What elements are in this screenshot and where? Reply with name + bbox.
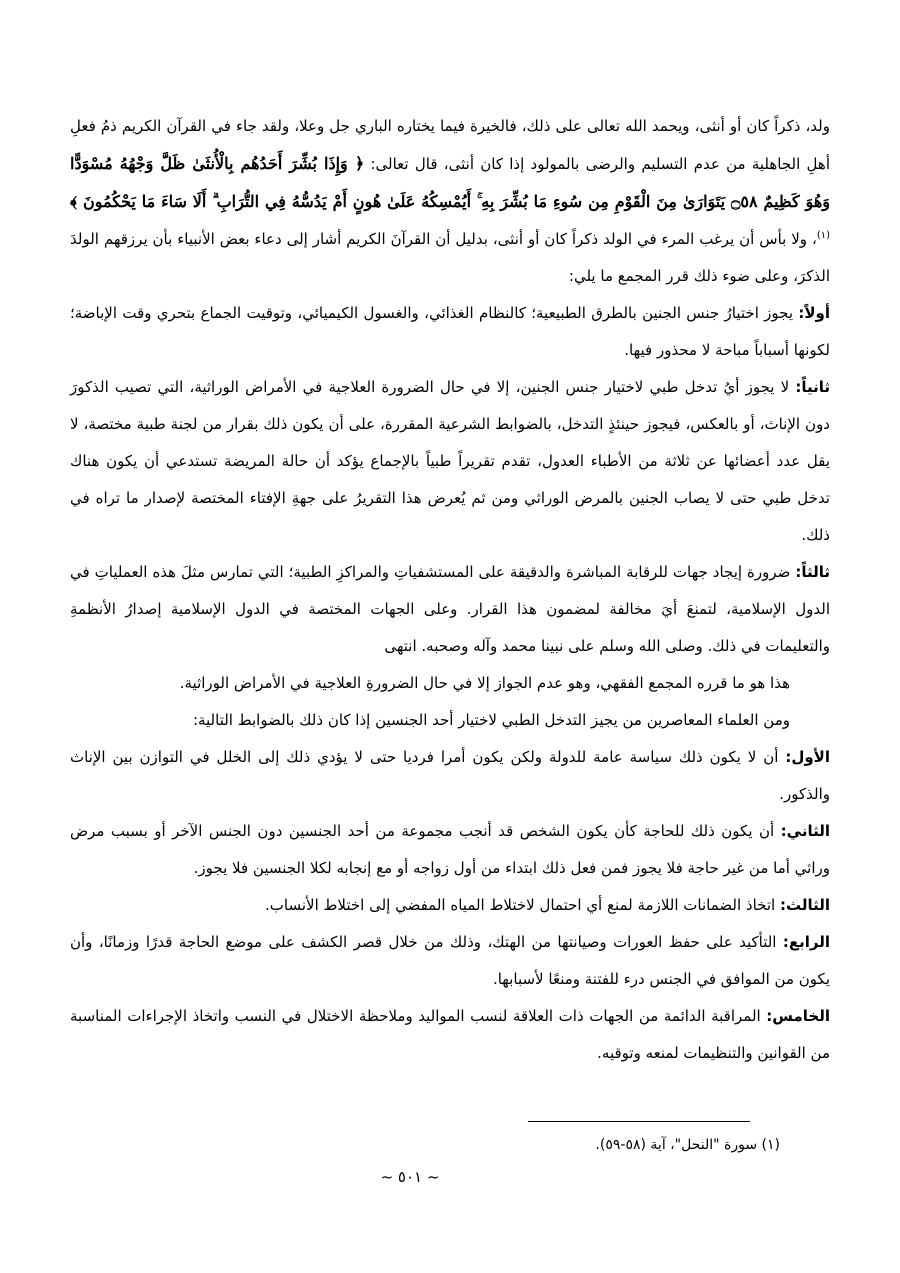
footnote-divider bbox=[528, 1121, 750, 1122]
item-text-second: لا يجوز أيُ تدخل طبي لاختيار جنس الجنين، إلا في حال الضرورة العلاجية في الأمراض الوراثية، التي تصيب الذكورَ دون الإناث، أو بالعكس، فيجوز حينئذٍ التدخل، بالضوابط الشرعية المقررة، على أن يكون ذلك بقرار من لجنة طبية مختصة، لا يقل عدد أعضائها عن ثلاثة من الأطباء العدول، تقدم تقريراً طبياً بالإجماع يؤكد أن حالة المريضة تستدعي أن يكون هناك تدخل طبي حتى لا يصاب الجنين بالمرض الوراثي ومن ثم يُعرض هذا التقريرُ على جهةِ الإفتاء المختصة لإصدار ما تراه في ذلك. bbox=[70, 378, 830, 544]
item-text-first: يجوز اختيارُ جنس الجنين بالطرق الطبيعية؛ كالنظام الغذائي، والغسول الكيميائي، وتوقيت الجماع بتحري وقت الإباضة؛ لكونها أسباباً مباحة لا محذور فيها. bbox=[70, 304, 830, 359]
condition-text-second: أن يكون ذلك للحاجة كأن يكون الشخص قد أنجب مجموعة من أحد الجنسين دون الجنس الآخر أو بسبب مرض وراثي أما من غير حاجة فلا يجوز فمن فعل ذلك ابتداء من أول زواجه أو مع إنجابه لكلا الجنسين فلا يجوز. bbox=[70, 822, 830, 877]
paragraph-first bbox=[70, 295, 830, 369]
paragraph-condition-first bbox=[70, 739, 830, 813]
intro-text: ولد، ذكراً كان أو أنثى، ويحمد الله تعالى على ذلك، فالخيرة فيما يختاره الباري جل وعلا، ولقد جاء في القرآن الكريم ذمُ فعلِ أهلِ الجاهلية من عدم التسليم والرضى بالمولود إذا كان أنثى، قال تعالى: bbox=[70, 117, 830, 173]
paragraph-third bbox=[70, 554, 830, 665]
item-label-second: ثانياً: bbox=[795, 378, 830, 396]
condition-label-third: الثالث: bbox=[779, 896, 830, 914]
quran-verse: ﴿ وَإِذَا بُشِّرَ أَحَدُهُم بِالْأُنثَىٰ ظَلَّ وَجْهُهُ مُسْوَدًّا وَهُوَ كَظِيمٌ ۝٥٨ يَتَوَارَىٰ مِنَ الْقَوْمِ مِن سُوءِ مَا بُشِّرَ بِهِ ۚ أَيُمْسِكُهُ عَلَىٰ هُونٍ أَمْ يَدُسُّهُ فِي التُّرَابِ ۗ أَلَا سَاءَ مَا يَحْكُمُونَ ﴾ bbox=[70, 154, 830, 211]
paragraph-condition-fifth bbox=[70, 998, 830, 1072]
condition-text-fifth: المراقبة الدائمة من الجهات ذات العلاقة لنسب المواليد وملاحظة الاختلال في النسب واتخاذ الإجراءات المناسبة من القوانين والتنظيمات لمنعه وتوقيه. bbox=[70, 1007, 830, 1062]
paragraph-second bbox=[70, 369, 830, 554]
paragraph-conditions-intro: ومن العلماء المعاصرين من يجيز التدخل الطبي لاختيار أحد الجنسين إذا كان ذلك بالضوابط التالية: bbox=[192, 711, 790, 729]
paragraph-condition-fourth bbox=[70, 924, 830, 998]
page-number: ~ ٥٠١ ~ bbox=[380, 1168, 440, 1186]
paragraph-condition-second bbox=[70, 813, 830, 887]
condition-text-first: أن لا يكون ذلك سياسة عامة للدولة ولكن يكون أمرا فرديا حتى لا يؤدي ذلك إلى الخلل في التوازن بين الإناث والذكور. bbox=[70, 748, 830, 803]
condition-label-second: الثاني: bbox=[780, 822, 830, 840]
item-text-third: ضرورة إيجاد جهات للرقابة المباشرة والدقيقة على المستشفياتِ والمراكزِ الطبية؛ التي تمارس مثلَ هذه العملياتِ في الدول الإسلامية، لتمنعَ أيَ مخالفة لمضمون هذا القرار. وعلى الجهات المختصة في الدول الإسلامية إصدارُ الأنظمةِ والتعليمات في ذلك. وصلى الله وسلم على نبينا محمد وآله وصحبه. انتهى bbox=[70, 563, 830, 655]
paragraph-intro bbox=[70, 108, 830, 295]
condition-label-fifth: الخامس: bbox=[766, 1007, 830, 1025]
paragraph-summary: هذا هو ما قرره المجمع الفقهي، وهو عدم الجواز إلا في حال الضرورةِ العلاجية في الأمراض الوراثية. bbox=[179, 674, 790, 692]
condition-text-third: اتخاذ الضمانات اللازمة لمنع أي احتمال لاختلاط المياه المفضي إلى اختلاط الأنساب. bbox=[265, 896, 780, 914]
footnote: (١) سورة "النحل"، آية (٥٨-٥٩). bbox=[595, 1137, 780, 1153]
condition-label-first: الأول: bbox=[785, 748, 830, 766]
intro-text-continued: ، ولا بأس أن يرغب المرء في الولد ذكراً كان أو أنثى، بدليل أن القرآنَ الكريم أشار إلى دعاء بعض الأنبياء بأن يرزقهم الولدَ الذكرَ، وعلى ضوء ذلك قرر المجمع ما يلي: bbox=[70, 230, 830, 285]
page-body bbox=[70, 108, 830, 1072]
paragraph-condition-third bbox=[70, 887, 830, 924]
item-label-first: أولاً: bbox=[798, 304, 830, 322]
footnote-reference[interactable]: (١) bbox=[816, 230, 830, 241]
condition-text-fourth: التأكيد على حفظ العورات وصيانتها من الهتك، وذلك من خلال قصر الكشف على موضع الحاجة قدرًا وزمانًا، وأن يكون من الموافق في الجنس درء للفتنة ومنعًا لأسبابها. bbox=[70, 933, 830, 988]
condition-label-fourth: الرابع: bbox=[782, 933, 830, 951]
item-label-third: ثالثاً: bbox=[795, 563, 830, 581]
